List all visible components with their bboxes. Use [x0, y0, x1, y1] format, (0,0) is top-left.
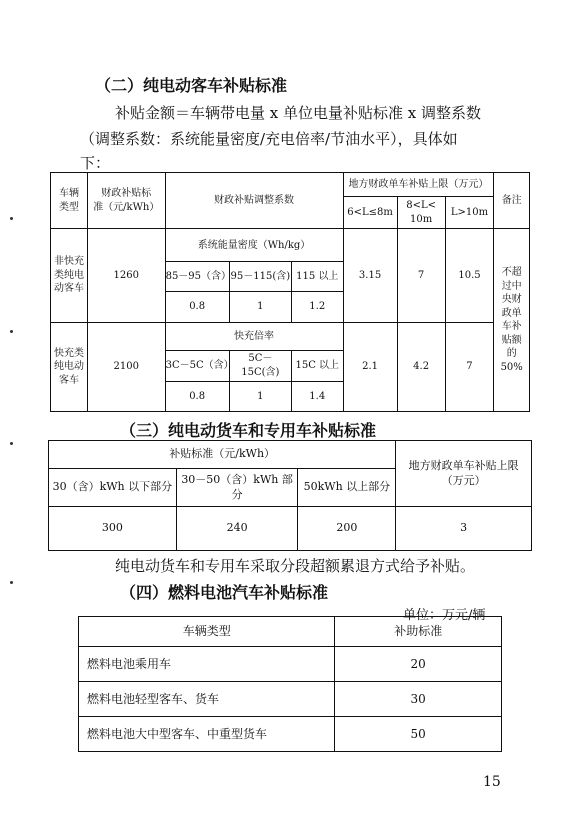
fuel-cell-subsidy-table [78, 616, 502, 752]
row2-coef-2: 1 [229, 381, 291, 412]
coefficient-note-cont: 下： [80, 154, 111, 172]
row2-cap-2: 4.2 [397, 322, 445, 411]
scan-dot [10, 581, 13, 584]
header-remark: 备注 [494, 173, 530, 229]
truck-value-2: 240 [176, 507, 298, 551]
fc-row-type: 燃料电池轻型客车、货车 [79, 682, 335, 717]
header-truck-local-cap: 地方财政单车补贴上限 （万元） [396, 441, 532, 507]
scan-dot [10, 217, 13, 220]
row1-coef-1: 0.8 [165, 292, 229, 322]
row2-range-1: 3C－5C（含） [165, 351, 229, 381]
row2-cap-1: 2.1 [343, 322, 397, 411]
fc-row-type: 燃料电池乘用车 [79, 647, 335, 682]
fc-row-value: 30 [335, 682, 502, 717]
truck-value-3: 200 [298, 507, 396, 551]
header-length-3: L>10m [445, 196, 494, 229]
row1-range-1: 85－95（含） [165, 262, 229, 292]
row1-range-2: 95－115(含) [229, 262, 291, 292]
fc-row-value: 50 [335, 717, 502, 752]
bus-subsidy-table [50, 172, 530, 412]
header-adjustment-coefficient: 财政补贴调整系数 [165, 173, 343, 229]
header-vehicle-type: 车辆 类型 [51, 173, 88, 229]
subsidy-formula: 补贴金额＝车辆带电量 x 单位电量补贴标准 x 调整系数 [115, 104, 481, 122]
header-local-cap: 地方财政单车补贴上限（万元） [343, 173, 494, 197]
row2-coef-1: 0.8 [165, 381, 229, 412]
row1-coef-2: 1 [229, 292, 291, 322]
truck-local-cap-value: 3 [396, 507, 532, 551]
unit-label: 单位：万元/辆 [403, 608, 486, 623]
fc-row-type: 燃料电池大中型客车、中重型货车 [79, 717, 335, 752]
row2-vehicle-type: 快充类 纯电动 客车 [51, 322, 88, 411]
header-length-1: 6<L≤8m [343, 196, 397, 229]
row2-standard: 2100 [87, 322, 165, 411]
header-length-2: 8<L< 10m [397, 196, 445, 229]
truck-tier-2: 30－50（含）kWh 部分 [176, 469, 298, 507]
coefficient-note: （调整系数：系统能量密度/充电倍率/节油水平），具体如 [80, 130, 458, 148]
row2-cap-3: 7 [445, 322, 494, 411]
remark-cell: 不超 过中 央财 政单 车补 贴额 的 50% [494, 229, 530, 412]
truck-subsidy-table [48, 440, 532, 551]
row2-coef-3: 1.4 [292, 381, 343, 412]
row1-vehicle-type: 非快充 类纯电 动客车 [51, 229, 88, 322]
fc-row-value: 20 [335, 647, 502, 682]
row1-coef-label: 系统能量密度（Wh/kg） [165, 229, 343, 262]
row1-cap-3: 10.5 [445, 229, 494, 322]
section-4-title: （四）燃料电池汽车补贴标准 [120, 583, 329, 602]
header-subsidy-standard: 财政补贴标 准（元/kWh） [87, 173, 165, 229]
row2-range-2: 5C－15C(含) [229, 351, 291, 381]
row2-coef-label: 快充倍率 [165, 322, 343, 350]
row2-range-3: 15C 以上 [292, 351, 343, 381]
row1-range-3: 115 以上 [292, 262, 343, 292]
header-fc-vehicle-type: 车辆类型 [79, 617, 335, 647]
header-fc-standard: 补助标准 [335, 617, 502, 647]
scan-dot [10, 442, 13, 445]
section-2-title: （二）纯电动客车补贴标准 [95, 76, 288, 95]
row1-cap-2: 7 [397, 229, 445, 322]
header-truck-standard: 补贴标准（元/kWh） [49, 441, 396, 469]
row1-coef-3: 1.2 [292, 292, 343, 322]
truck-tier-1: 30（含）kWh 以下部分 [49, 469, 177, 507]
truck-tier-3: 50kWh 以上部分 [298, 469, 396, 507]
scan-dot [10, 330, 13, 333]
row1-standard: 1260 [87, 229, 165, 322]
page-number: 15 [483, 774, 501, 790]
row1-cap-1: 3.15 [343, 229, 397, 322]
truck-subsidy-method: 纯电动货车和专用车采取分段超额累退方式给予补贴。 [115, 557, 476, 575]
section-3-title: （三）纯电动货车和专用车补贴标准 [120, 421, 377, 440]
truck-value-1: 300 [49, 507, 177, 551]
